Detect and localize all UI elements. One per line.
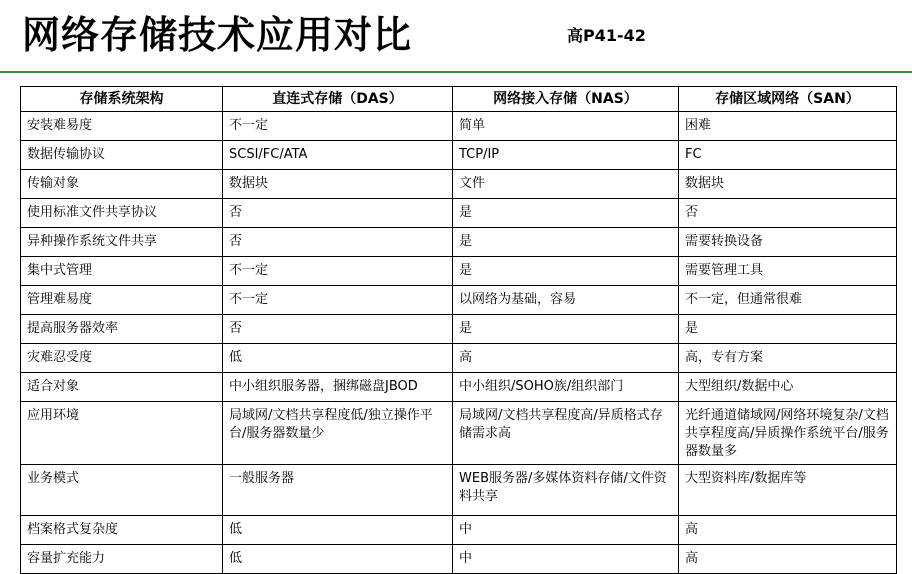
- row-label: 管理难易度: [21, 286, 223, 315]
- san-cell: 数据块: [679, 170, 897, 199]
- table-row: [21, 315, 897, 344]
- das-cell: 不一定: [223, 112, 453, 141]
- san-cell: 需要转换设备: [679, 228, 897, 257]
- san-cell: 是: [679, 315, 897, 344]
- table-row: [21, 228, 897, 257]
- san-cell: 需要管理工具: [679, 257, 897, 286]
- row-label: 集中式管理: [21, 257, 223, 286]
- header-san: 存储区域网络（SAN）: [679, 87, 897, 112]
- nas-cell: 中: [453, 545, 679, 574]
- das-cell: 低: [223, 344, 453, 373]
- nas-cell: 是: [453, 199, 679, 228]
- table-row: [21, 199, 897, 228]
- table-row: [21, 516, 897, 545]
- nas-cell: 以网络为基础，容易: [453, 286, 679, 315]
- san-cell: 高: [679, 545, 897, 574]
- slide-title: 网络存储技术应用对比: [22, 13, 413, 57]
- row-label: 档案格式复杂度: [21, 516, 223, 545]
- row-label: 适合对象: [21, 373, 223, 402]
- table-row: [21, 465, 897, 516]
- das-cell: 否: [223, 228, 453, 257]
- nas-cell: TCP/IP: [453, 141, 679, 170]
- nas-cell: 高: [453, 344, 679, 373]
- san-cell: 高，专有方案: [679, 344, 897, 373]
- row-label: 使用标准文件共享协议: [21, 199, 223, 228]
- das-cell: SCSI/FC/ATA: [223, 141, 453, 170]
- page-reference: 高P41-42: [567, 26, 646, 45]
- das-cell: 低: [223, 545, 453, 574]
- row-label: 业务模式: [21, 465, 223, 516]
- header-nas: 网络接入存储（NAS）: [453, 87, 679, 112]
- san-cell: 大型资料库/数据库等: [679, 465, 897, 516]
- san-cell: FC: [679, 141, 897, 170]
- san-cell: 大型组织/数据中心: [679, 373, 897, 402]
- row-label: 异种操作系统文件共享: [21, 228, 223, 257]
- row-label: 提高服务器效率: [21, 315, 223, 344]
- das-cell: 数据块: [223, 170, 453, 199]
- san-cell: 光纤通道储域网/网络环境复杂/文档共享程度高/异质操作系统平台/服务器数量多: [679, 402, 897, 465]
- san-cell: 高: [679, 516, 897, 545]
- row-label: 容量扩充能力: [21, 545, 223, 574]
- das-cell: 低: [223, 516, 453, 545]
- das-cell: 中小组织服务器，捆绑磁盘JBOD: [223, 373, 453, 402]
- san-cell: 不一定，但通常很难: [679, 286, 897, 315]
- table-row: [21, 257, 897, 286]
- header-architecture: 存储系统架构: [21, 87, 223, 112]
- nas-cell: 局域网/文档共享程度高/异质格式存储需求高: [453, 402, 679, 465]
- das-cell: 不一定: [223, 257, 453, 286]
- row-label: 传输对象: [21, 170, 223, 199]
- nas-cell: 中小组织/SOHO族/组织部门: [453, 373, 679, 402]
- nas-cell: 文件: [453, 170, 679, 199]
- comparison-table: [20, 86, 897, 574]
- table-row: [21, 402, 897, 465]
- table-row: [21, 141, 897, 170]
- table-header-row: [21, 87, 897, 112]
- nas-cell: 中: [453, 516, 679, 545]
- das-cell: 否: [223, 199, 453, 228]
- das-cell: 一般服务器: [223, 465, 453, 516]
- row-label: 灾难忍受度: [21, 344, 223, 373]
- nas-cell: 简单: [453, 112, 679, 141]
- table-row: [21, 112, 897, 141]
- header-das: 直连式存储（DAS）: [223, 87, 453, 112]
- table-row: [21, 344, 897, 373]
- nas-cell: 是: [453, 257, 679, 286]
- row-label: 应用环境: [21, 402, 223, 465]
- nas-cell: 是: [453, 228, 679, 257]
- san-cell: 困难: [679, 112, 897, 141]
- table-row: [21, 170, 897, 199]
- san-cell: 否: [679, 199, 897, 228]
- table-row: [21, 545, 897, 574]
- nas-cell: WEB服务器/多媒体资料存储/文件资料共享: [453, 465, 679, 516]
- das-cell: 不一定: [223, 286, 453, 315]
- das-cell: 否: [223, 315, 453, 344]
- das-cell: 局域网/文档共享程度低/独立操作平台/服务器数量少: [223, 402, 453, 465]
- row-label: 安装难易度: [21, 112, 223, 141]
- table-row: [21, 286, 897, 315]
- nas-cell: 是: [453, 315, 679, 344]
- title-divider: [0, 71, 912, 73]
- table-row: [21, 373, 897, 402]
- row-label: 数据传输协议: [21, 141, 223, 170]
